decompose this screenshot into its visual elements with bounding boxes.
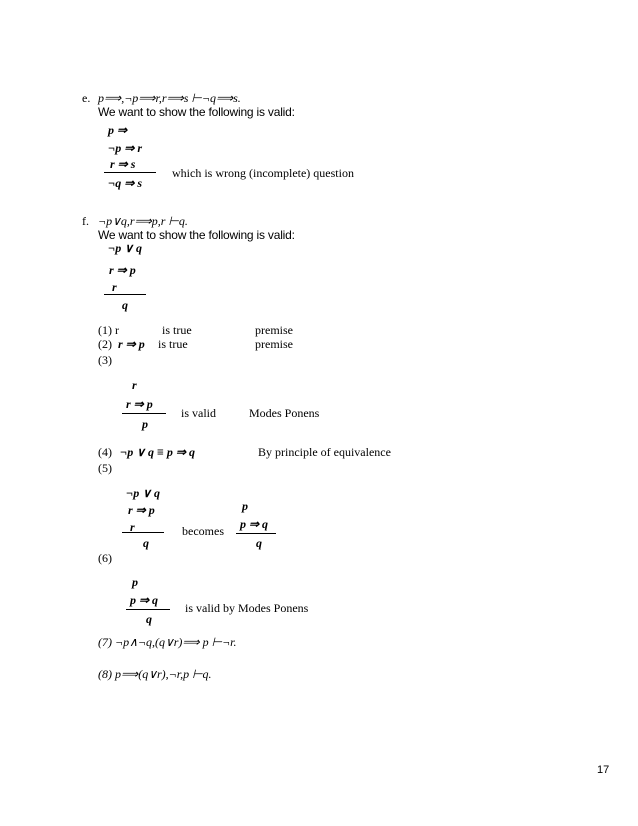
step-3-text: is valid bbox=[181, 406, 216, 420]
step-5-result-premise-1: p bbox=[242, 499, 248, 513]
item-label-e: e. bbox=[82, 91, 91, 105]
step-6-line bbox=[126, 609, 170, 610]
step-5-becomes: becomes bbox=[182, 524, 224, 538]
step-5-premise-2: r ⇒ p bbox=[128, 503, 155, 517]
step-1-num: (1) r bbox=[98, 323, 119, 337]
conclusion-f: q bbox=[122, 298, 128, 312]
step-8: (8) p⟹(q∨r),¬r,p ⊢q. bbox=[98, 667, 212, 681]
premise-e-1: p ⇒ bbox=[108, 123, 128, 137]
step-3-reason: Modes Ponens bbox=[249, 406, 320, 420]
heading-f: We want to show the following is valid: bbox=[98, 228, 295, 242]
step-6-premise-1: p bbox=[132, 575, 138, 589]
item-label-f: f. bbox=[82, 214, 89, 228]
inference-line-e bbox=[104, 172, 156, 173]
premise-f-1: ¬p ∨ q bbox=[108, 241, 143, 255]
step-5-result-line bbox=[236, 533, 276, 534]
premise-f-2: r ⇒ p bbox=[109, 263, 136, 277]
premise-e-2: ¬p ⇒ r bbox=[108, 141, 142, 155]
step-2-text: is true bbox=[158, 337, 188, 351]
step-4-reason: By principle of equivalence bbox=[258, 445, 391, 459]
statement-f: ¬p∨q,r⟹p,r ⊢q. bbox=[98, 214, 188, 228]
step-5-result-premise-2: p ⇒ q bbox=[240, 517, 269, 531]
step-5-result-conclusion: q bbox=[256, 536, 262, 550]
step-4-formula: ¬p ∨ q ≡ p ⇒ q bbox=[120, 445, 195, 459]
step-3-num: (3) bbox=[98, 353, 112, 367]
inference-line-f bbox=[104, 294, 146, 295]
step-5-premise-3: r bbox=[130, 520, 135, 534]
step-6-conclusion: q bbox=[146, 612, 152, 626]
step-3-premise-2: r ⇒ p bbox=[126, 397, 153, 411]
step-5-premise-1: ¬p ∨ q bbox=[126, 486, 161, 500]
step-6-premise-2: p ⇒ q bbox=[130, 593, 159, 607]
step-3-conclusion: p bbox=[142, 417, 148, 431]
premise-f-3: r bbox=[112, 280, 117, 294]
heading-e: We want to show the following is valid: bbox=[98, 105, 295, 119]
step-1-text: is true bbox=[162, 323, 192, 337]
step-2-formula: r ⇒ p bbox=[118, 337, 145, 351]
step-3-line bbox=[122, 413, 166, 414]
step-4-num: (4) bbox=[98, 445, 112, 459]
note-e: which is wrong (incomplete) question bbox=[172, 166, 354, 180]
step-5-num: (5) bbox=[98, 461, 112, 475]
statement-e: p⟹,¬p⟹r,r⟹s ⊢¬q⟹s. bbox=[98, 91, 241, 105]
step-6-num: (6) bbox=[98, 551, 112, 565]
step-5-line bbox=[122, 532, 164, 533]
page-number: 17 bbox=[597, 764, 610, 776]
premise-e-3: r ⇒ s bbox=[110, 157, 136, 171]
step-1-reason: premise bbox=[255, 323, 293, 337]
step-5-conclusion: q bbox=[143, 536, 149, 550]
step-3-premise-1: r bbox=[132, 378, 137, 392]
step-2-num: (2) bbox=[98, 337, 112, 351]
step-7: (7) ¬p∧¬q,(q∨r)⟹ p ⊢¬r. bbox=[98, 635, 237, 649]
conclusion-e: ¬q ⇒ s bbox=[108, 176, 142, 190]
step-2-reason: premise bbox=[255, 337, 293, 351]
step-6-text: is valid by Modes Ponens bbox=[185, 601, 309, 615]
